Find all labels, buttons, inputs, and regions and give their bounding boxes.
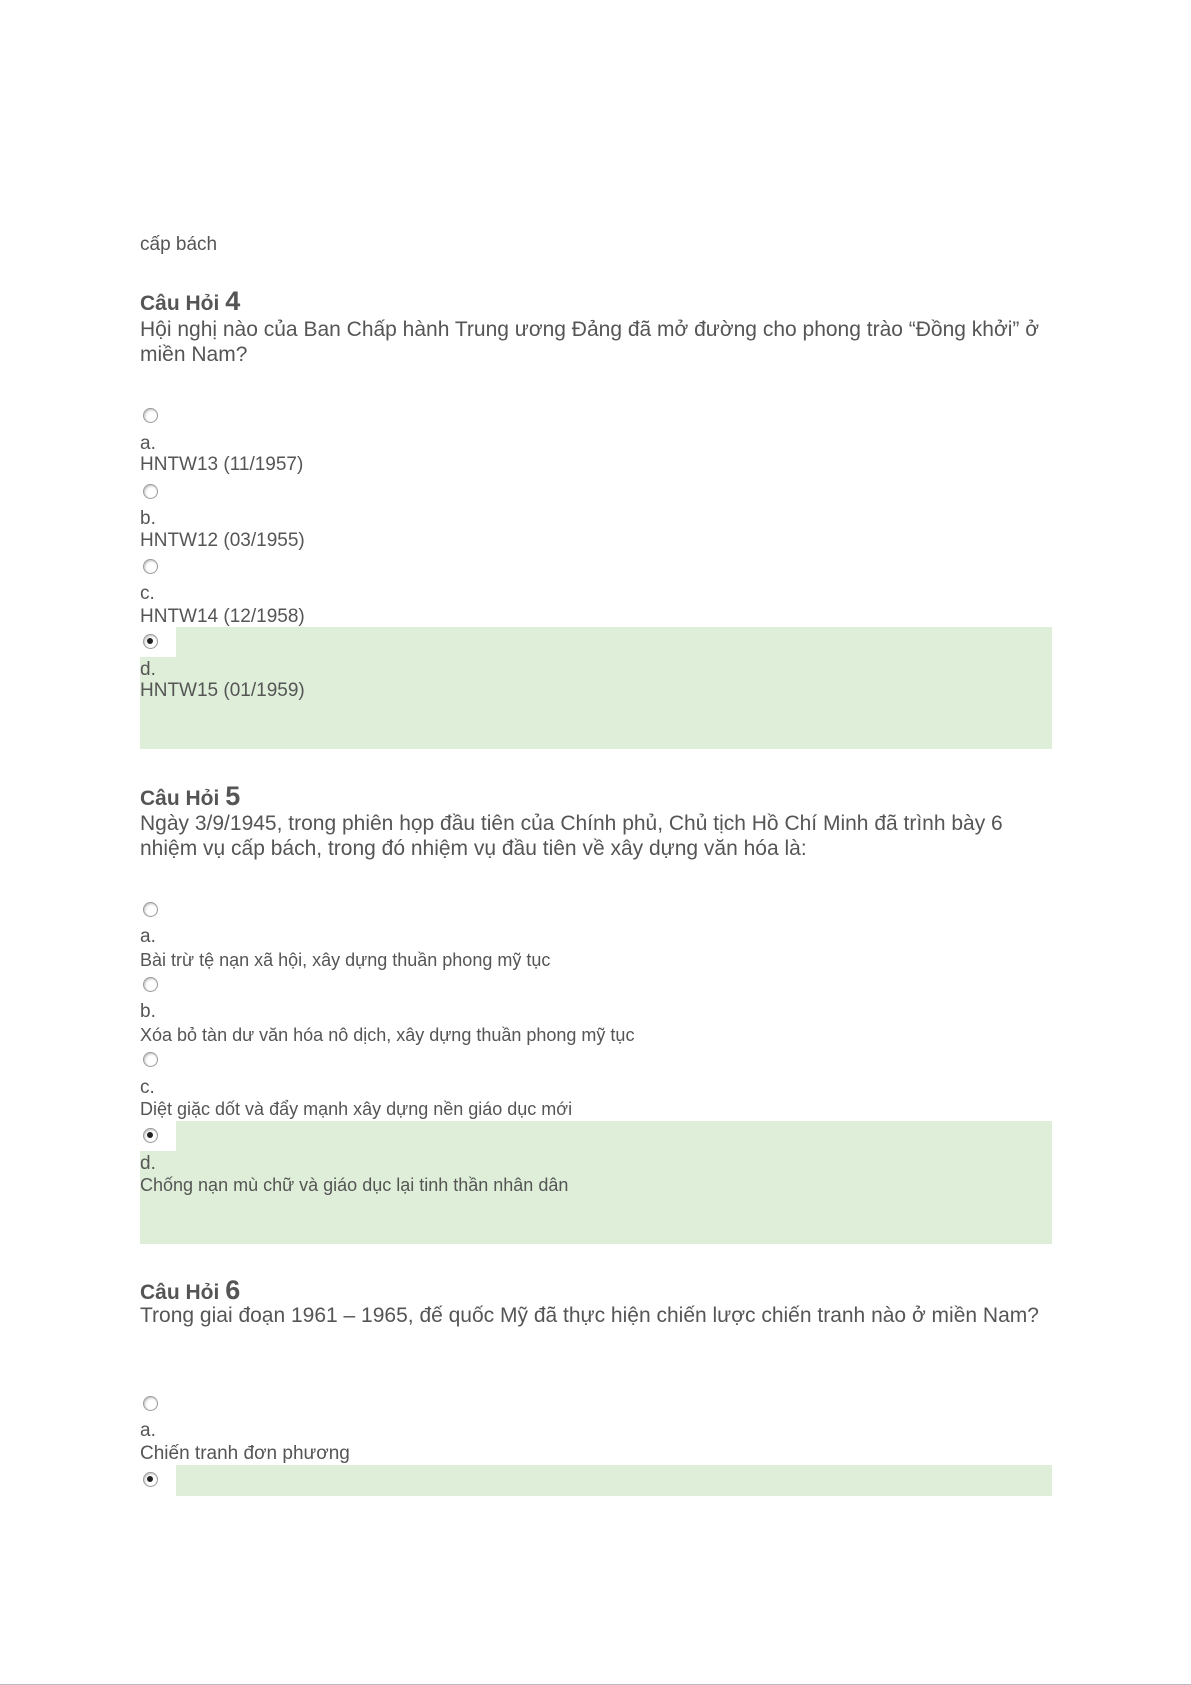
question-label: Câu Hỏi xyxy=(140,1281,220,1304)
question-5-text: Ngày 3/9/1945, trong phiên họp đầu tiên của Chính phủ, Chủ tịch Hồ Chí Minh đã trình bày 6 nhiệm vụ cấp bách, trong đó nhiệm vụ đầu tiên về xây dựng văn hóa là: xyxy=(140,812,1003,860)
selected-option-highlight xyxy=(176,627,1052,657)
option-c-letter: c. xyxy=(140,583,155,604)
option-b-radio[interactable] xyxy=(143,977,158,992)
selected-option-highlight xyxy=(176,1121,1052,1151)
option-a-radio[interactable] xyxy=(143,902,158,917)
option-b-letter: b. xyxy=(140,508,156,529)
option-d-text: Chống nạn mù chữ và giáo dục lại tinh thần nhân dân xyxy=(140,1175,569,1195)
option-a-letter: a. xyxy=(140,1420,156,1441)
question-5-title xyxy=(140,781,240,812)
option-b-radio[interactable] xyxy=(143,484,158,499)
question-number: 5 xyxy=(225,781,241,811)
option-a-radio[interactable] xyxy=(143,1396,158,1411)
option-d-letter: d. xyxy=(140,659,156,680)
selected-option-highlight xyxy=(176,1465,1052,1496)
option-a-letter: a. xyxy=(140,433,156,454)
option-a-radio[interactable] xyxy=(143,408,158,423)
option-d-text: HNTW15 (01/1959) xyxy=(140,680,305,701)
selected-option-highlight xyxy=(140,1151,1052,1244)
option-c-letter: c. xyxy=(140,1077,155,1098)
question-6-title xyxy=(140,1275,240,1306)
option-c-radio[interactable] xyxy=(143,1052,158,1067)
question-label: Câu Hỏi xyxy=(140,787,220,810)
option-c-text: Diệt giặc dốt và đẩy mạnh xây dựng nền giáo dục mới xyxy=(140,1099,573,1119)
question-label: Câu Hỏi xyxy=(140,292,220,315)
option-a-text: Chiến tranh đơn phương xyxy=(140,1443,350,1464)
question-6-text: Trong giai đoạn 1961 – 1965, đế quốc Mỹ đã thực hiện chiến lược chiến tranh nào ở miền Nam? xyxy=(140,1304,1039,1327)
option-c-text: HNTW14 (12/1958) xyxy=(140,606,305,627)
option-a-text: Bài trừ tệ nạn xã hội, xây dựng thuần phong mỹ tục xyxy=(140,950,551,970)
question-number: 6 xyxy=(225,1275,241,1305)
option-b-text: HNTW12 (03/1955) xyxy=(140,530,305,551)
option-b-radio[interactable] xyxy=(143,1472,158,1487)
option-a-letter: a. xyxy=(140,926,156,947)
carryover-text: cấp bách xyxy=(140,234,218,255)
question-number: 4 xyxy=(225,286,241,316)
question-4-title xyxy=(140,286,240,317)
option-a-text: HNTW13 (11/1957) xyxy=(140,454,304,475)
selected-option-highlight xyxy=(140,657,1052,749)
option-d-letter: d. xyxy=(140,1153,156,1174)
option-d-radio[interactable] xyxy=(143,1128,158,1143)
option-b-letter: b. xyxy=(140,1001,156,1022)
option-c-radio[interactable] xyxy=(143,559,158,574)
question-4-text: Hội nghị nào của Ban Chấp hành Trung ương Đảng đã mở đường cho phong trào “Đồng khởi” ở miền Nam? xyxy=(140,318,1040,366)
option-d-radio[interactable] xyxy=(143,634,158,649)
option-b-text: Xóa bỏ tàn dư văn hóa nô dịch, xây dựng thuần phong mỹ tục xyxy=(140,1025,635,1045)
